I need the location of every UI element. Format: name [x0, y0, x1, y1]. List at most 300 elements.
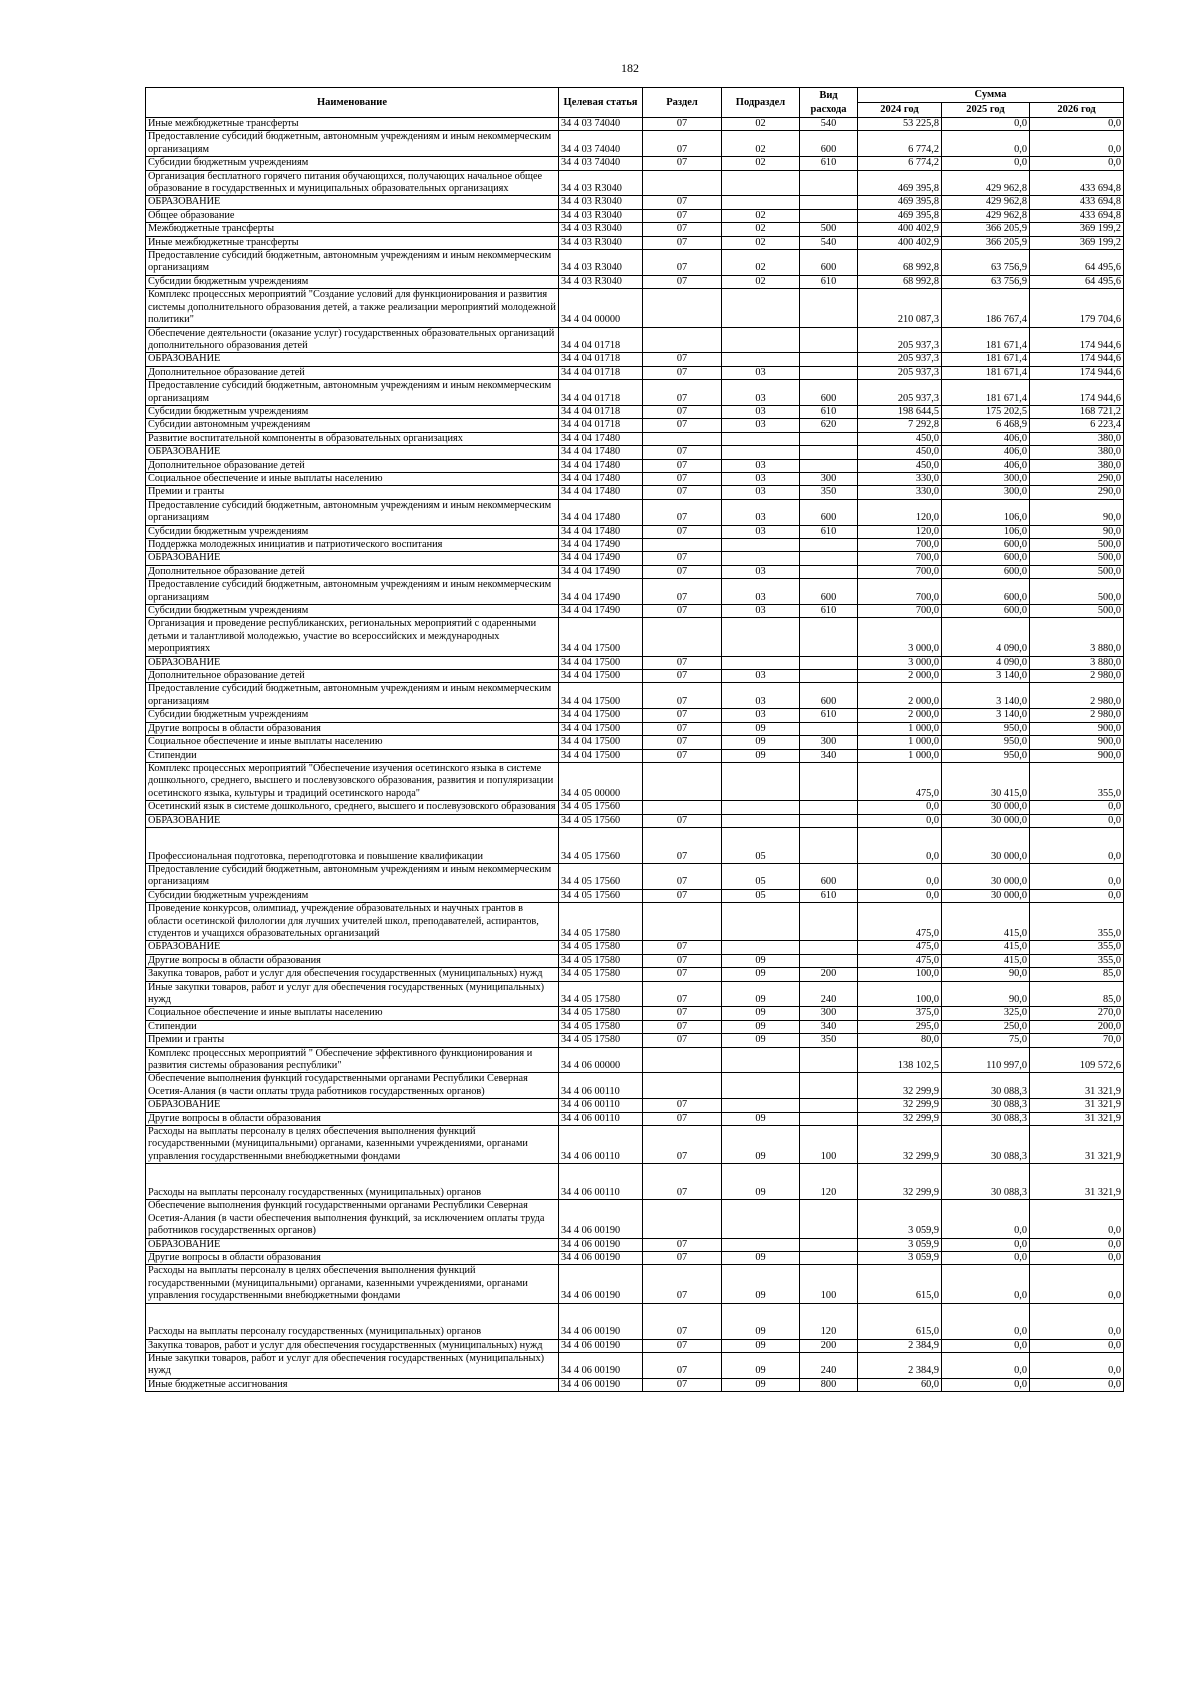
row-name: Общее образование — [146, 209, 559, 222]
row-sum-2024: 469 395,8 — [858, 170, 942, 196]
row-name: Комплекс процессных мероприятий " Обеспечение эффективного функционирования и развития системы образования республики" — [146, 1047, 559, 1073]
row-sum-2024: 6 774,2 — [858, 157, 942, 170]
row-expense-type — [800, 353, 858, 366]
table-row — [146, 656, 1124, 669]
row-sum-2026: 380,0 — [1030, 432, 1124, 445]
row-sum-2025: 600,0 — [942, 579, 1030, 605]
row-sum-2026: 6 223,4 — [1030, 419, 1124, 432]
row-expense-type: 240 — [800, 1352, 858, 1378]
row-target-article: 34 4 03 R3040 — [559, 236, 643, 249]
row-section: 07 — [643, 736, 722, 749]
row-sum-2024: 0,0 — [858, 801, 942, 814]
row-sum-2026: 369 199,2 — [1030, 236, 1124, 249]
row-section: 07 — [643, 223, 722, 236]
row-sum-2025: 406,0 — [942, 446, 1030, 459]
row-subsection: 03 — [722, 380, 800, 406]
row-subsection: 03 — [722, 565, 800, 578]
row-sum-2025: 63 756,9 — [942, 250, 1030, 276]
row-sum-2025: 181 671,4 — [942, 327, 1030, 353]
row-sum-2025: 600,0 — [942, 565, 1030, 578]
row-sum-2025: 600,0 — [942, 552, 1030, 565]
row-target-article: 34 4 03 R3040 — [559, 196, 643, 209]
row-expense-type: 610 — [800, 605, 858, 618]
row-name: Расходы на выплаты персоналу в целях обеспечения выполнения функций государственными (муниципальными) органами, казенными учреждениями, органами управления государственными внебюджетными фондами — [146, 1126, 559, 1164]
row-sum-2026: 369 199,2 — [1030, 223, 1124, 236]
row-subsection: 09 — [722, 1339, 800, 1352]
row-sum-2025: 110 997,0 — [942, 1047, 1030, 1073]
row-sum-2025: 429 962,8 — [942, 209, 1030, 222]
row-section: 07 — [643, 1034, 722, 1047]
row-name: Предоставление субсидий бюджетным, автономным учреждениям и иным некоммерческим организациям — [146, 863, 559, 889]
table-row — [146, 1238, 1124, 1251]
row-sum-2024: 2 000,0 — [858, 670, 942, 683]
table-body — [146, 118, 1124, 1392]
row-sum-2024: 700,0 — [858, 552, 942, 565]
table-row — [146, 863, 1124, 889]
row-target-article: 34 4 05 17580 — [559, 954, 643, 967]
row-name: Другие вопросы в области образования — [146, 1112, 559, 1125]
row-sum-2025: 600,0 — [942, 539, 1030, 552]
row-subsection: 09 — [722, 749, 800, 762]
row-name: Другие вопросы в области образования — [146, 1251, 559, 1264]
row-name: Субсидии бюджетным учреждениям — [146, 709, 559, 722]
row-subsection: 03 — [722, 459, 800, 472]
row-target-article: 34 4 03 74040 — [559, 157, 643, 170]
row-sum-2026: 0,0 — [1030, 1265, 1124, 1303]
row-sum-2024: 700,0 — [858, 539, 942, 552]
row-target-article: 34 4 03 74040 — [559, 118, 643, 131]
row-section: 07 — [643, 670, 722, 683]
row-name: ОБРАЗОВАНИЕ — [146, 552, 559, 565]
row-target-article: 34 4 04 17500 — [559, 670, 643, 683]
row-sum-2026: 433 694,8 — [1030, 196, 1124, 209]
row-section: 07 — [643, 499, 722, 525]
row-target-article: 34 4 04 17480 — [559, 446, 643, 459]
budget-table — [145, 87, 1124, 1392]
row-sum-2025: 366 205,9 — [942, 236, 1030, 249]
row-sum-2025: 0,0 — [942, 131, 1030, 157]
row-subsection: 02 — [722, 209, 800, 222]
row-sum-2026: 380,0 — [1030, 446, 1124, 459]
row-section: 07 — [643, 131, 722, 157]
row-expense-type — [800, 565, 858, 578]
row-section: 07 — [643, 579, 722, 605]
table-row — [146, 565, 1124, 578]
row-sum-2025: 325,0 — [942, 1007, 1030, 1020]
row-name: Проведение конкурсов, олимпиад, учреждение образовательных и научных грантов в области осетинской филологии для лучших учителей школ, преподавателей, аспирантов, студентов и учащихся образовательных организаций — [146, 903, 559, 941]
row-expense-type — [800, 432, 858, 445]
row-section: 07 — [643, 827, 722, 863]
row-section: 07 — [643, 525, 722, 538]
row-name: Дополнительное образование детей — [146, 459, 559, 472]
table-row — [146, 157, 1124, 170]
row-section: 07 — [643, 1378, 722, 1391]
row-expense-type — [800, 762, 858, 800]
row-expense-type: 610 — [800, 157, 858, 170]
row-section: 07 — [643, 722, 722, 735]
row-sum-2024: 475,0 — [858, 941, 942, 954]
row-target-article: 34 4 06 00190 — [559, 1339, 643, 1352]
row-name: Субсидии бюджетным учреждениям — [146, 605, 559, 618]
table-row — [146, 1099, 1124, 1112]
row-expense-type: 200 — [800, 968, 858, 981]
row-section: 07 — [643, 353, 722, 366]
row-sum-2026: 500,0 — [1030, 552, 1124, 565]
row-target-article: 34 4 04 17500 — [559, 736, 643, 749]
row-target-article: 34 4 04 01718 — [559, 366, 643, 379]
row-expense-type — [800, 670, 858, 683]
row-sum-2024: 400 402,9 — [858, 223, 942, 236]
row-name: ОБРАЗОВАНИЕ — [146, 446, 559, 459]
row-target-article: 34 4 05 17560 — [559, 889, 643, 902]
row-subsection — [722, 762, 800, 800]
table-row — [146, 749, 1124, 762]
row-sum-2025: 30 088,3 — [942, 1073, 1030, 1099]
row-sum-2025: 30 415,0 — [942, 762, 1030, 800]
row-subsection — [722, 196, 800, 209]
row-subsection: 03 — [722, 579, 800, 605]
table-row — [146, 954, 1124, 967]
row-sum-2024: 700,0 — [858, 565, 942, 578]
row-sum-2024: 3 059,9 — [858, 1200, 942, 1238]
table-row — [146, 736, 1124, 749]
table-row — [146, 446, 1124, 459]
row-section: 07 — [643, 366, 722, 379]
table-row — [146, 486, 1124, 499]
row-sum-2024: 0,0 — [858, 814, 942, 827]
row-section — [643, 618, 722, 656]
table-row — [146, 1200, 1124, 1238]
row-section — [643, 762, 722, 800]
row-sum-2026: 0,0 — [1030, 889, 1124, 902]
row-subsection: 05 — [722, 827, 800, 863]
table-row — [146, 380, 1124, 406]
row-section: 07 — [643, 1265, 722, 1303]
row-target-article: 34 4 03 R3040 — [559, 223, 643, 236]
row-sum-2025: 63 756,9 — [942, 275, 1030, 288]
row-section — [643, 1200, 722, 1238]
table-row — [146, 499, 1124, 525]
row-sum-2025: 90,0 — [942, 968, 1030, 981]
row-expense-type: 600 — [800, 380, 858, 406]
table-row — [146, 552, 1124, 565]
row-sum-2026: 0,0 — [1030, 118, 1124, 131]
row-subsection: 03 — [722, 709, 800, 722]
row-sum-2025: 30 000,0 — [942, 801, 1030, 814]
row-sum-2025: 175 202,5 — [942, 405, 1030, 418]
row-expense-type: 600 — [800, 131, 858, 157]
row-subsection: 02 — [722, 157, 800, 170]
row-sum-2025: 181 671,4 — [942, 353, 1030, 366]
row-sum-2025: 0,0 — [942, 1339, 1030, 1352]
row-sum-2026: 70,0 — [1030, 1034, 1124, 1047]
row-sum-2025: 181 671,4 — [942, 380, 1030, 406]
row-subsection: 09 — [722, 1352, 800, 1378]
row-sum-2026: 168 721,2 — [1030, 405, 1124, 418]
row-name: Поддержка молодежных инициатив и патриотического воспитания — [146, 539, 559, 552]
row-expense-type: 540 — [800, 118, 858, 131]
row-target-article: 34 4 04 00000 — [559, 289, 643, 327]
row-sum-2024: 450,0 — [858, 446, 942, 459]
row-section: 07 — [643, 459, 722, 472]
row-sum-2026: 174 944,6 — [1030, 353, 1124, 366]
row-name: Иные закупки товаров, работ и услуг для обеспечения государственных (муниципальных) нужд — [146, 1352, 559, 1378]
row-section: 07 — [643, 472, 722, 485]
row-sum-2025: 300,0 — [942, 472, 1030, 485]
header-expense-type: Вид расхода — [800, 88, 858, 118]
row-expense-type: 240 — [800, 981, 858, 1007]
row-target-article: 34 4 06 00110 — [559, 1126, 643, 1164]
row-name: Межбюджетные трансферты — [146, 223, 559, 236]
row-expense-type: 100 — [800, 1265, 858, 1303]
row-target-article: 34 4 03 R3040 — [559, 275, 643, 288]
row-sum-2024: 615,0 — [858, 1303, 942, 1339]
row-subsection: 03 — [722, 419, 800, 432]
table-row — [146, 223, 1124, 236]
row-target-article: 34 4 05 17580 — [559, 941, 643, 954]
row-name: Закупка товаров, работ и услуг для обеспечения государственных (муниципальных) нужд — [146, 1339, 559, 1352]
row-subsection — [722, 801, 800, 814]
row-sum-2026: 355,0 — [1030, 903, 1124, 941]
row-section: 07 — [643, 954, 722, 967]
row-sum-2024: 330,0 — [858, 486, 942, 499]
table-row — [146, 1303, 1124, 1339]
row-expense-type: 300 — [800, 472, 858, 485]
row-section: 07 — [643, 1112, 722, 1125]
row-subsection: 03 — [722, 670, 800, 683]
row-sum-2025: 30 088,3 — [942, 1112, 1030, 1125]
row-name: Комплекс процессных мероприятий "Создание условий для функционирования и развития системы дополнительного образования детей, а также реализации мероприятий молодежной политики" — [146, 289, 559, 327]
table-row — [146, 968, 1124, 981]
table-row — [146, 670, 1124, 683]
row-sum-2024: 6 774,2 — [858, 131, 942, 157]
row-sum-2024: 700,0 — [858, 605, 942, 618]
row-subsection: 03 — [722, 366, 800, 379]
table-row — [146, 618, 1124, 656]
table-row — [146, 327, 1124, 353]
row-sum-2025: 429 962,8 — [942, 170, 1030, 196]
row-sum-2026: 500,0 — [1030, 565, 1124, 578]
row-subsection: 03 — [722, 472, 800, 485]
row-expense-type: 600 — [800, 250, 858, 276]
row-expense-type — [800, 1238, 858, 1251]
row-section: 07 — [643, 1303, 722, 1339]
table-row — [146, 1112, 1124, 1125]
row-sum-2024: 330,0 — [858, 472, 942, 485]
table-row — [146, 1164, 1124, 1200]
row-expense-type: 300 — [800, 1007, 858, 1020]
row-target-article: 34 4 06 00190 — [559, 1251, 643, 1264]
row-sum-2026: 64 495,6 — [1030, 275, 1124, 288]
row-section — [643, 903, 722, 941]
row-name: Иные межбюджетные трансферты — [146, 236, 559, 249]
row-section: 07 — [643, 683, 722, 709]
header-sum: Сумма — [858, 88, 1124, 103]
row-sum-2024: 1 000,0 — [858, 722, 942, 735]
row-sum-2024: 2 000,0 — [858, 709, 942, 722]
table-row — [146, 1352, 1124, 1378]
row-subsection — [722, 814, 800, 827]
row-sum-2025: 30 000,0 — [942, 863, 1030, 889]
row-section: 07 — [643, 1339, 722, 1352]
row-sum-2024: 68 992,8 — [858, 250, 942, 276]
row-sum-2025: 3 140,0 — [942, 670, 1030, 683]
row-section: 07 — [643, 605, 722, 618]
row-sum-2025: 0,0 — [942, 1303, 1030, 1339]
row-sum-2025: 406,0 — [942, 459, 1030, 472]
row-name: Субсидии автономным учреждениям — [146, 419, 559, 432]
row-sum-2025: 0,0 — [942, 1265, 1030, 1303]
row-expense-type: 500 — [800, 223, 858, 236]
table-row — [146, 472, 1124, 485]
table-row — [146, 525, 1124, 538]
row-sum-2025: 429 962,8 — [942, 196, 1030, 209]
row-section: 07 — [643, 565, 722, 578]
row-sum-2025: 3 140,0 — [942, 683, 1030, 709]
row-expense-type — [800, 446, 858, 459]
row-section: 07 — [643, 1099, 722, 1112]
row-sum-2026: 179 704,6 — [1030, 289, 1124, 327]
row-subsection — [722, 1073, 800, 1099]
row-subsection: 03 — [722, 683, 800, 709]
row-sum-2026: 2 980,0 — [1030, 683, 1124, 709]
row-sum-2025: 75,0 — [942, 1034, 1030, 1047]
row-expense-type — [800, 196, 858, 209]
table-row — [146, 903, 1124, 941]
row-target-article: 34 4 05 17560 — [559, 863, 643, 889]
row-name: Социальное обеспечение и иные выплаты населению — [146, 736, 559, 749]
row-target-article: 34 4 04 17480 — [559, 432, 643, 445]
row-subsection — [722, 903, 800, 941]
row-section: 07 — [643, 405, 722, 418]
row-sum-2025: 415,0 — [942, 954, 1030, 967]
row-sum-2024: 475,0 — [858, 762, 942, 800]
row-sum-2025: 30 000,0 — [942, 814, 1030, 827]
row-expense-type: 350 — [800, 486, 858, 499]
row-sum-2025: 0,0 — [942, 118, 1030, 131]
row-sum-2026: 0,0 — [1030, 131, 1124, 157]
row-sum-2025: 0,0 — [942, 1378, 1030, 1391]
row-name: Дополнительное образование детей — [146, 670, 559, 683]
row-section: 07 — [643, 209, 722, 222]
table-row — [146, 459, 1124, 472]
row-sum-2024: 475,0 — [858, 903, 942, 941]
row-sum-2024: 198 644,5 — [858, 405, 942, 418]
row-sum-2024: 700,0 — [858, 579, 942, 605]
row-sum-2026: 500,0 — [1030, 579, 1124, 605]
row-target-article: 34 4 04 17480 — [559, 472, 643, 485]
row-sum-2025: 0,0 — [942, 1200, 1030, 1238]
row-sum-2025: 30 000,0 — [942, 827, 1030, 863]
row-subsection: 02 — [722, 250, 800, 276]
row-target-article: 34 4 03 74040 — [559, 131, 643, 157]
row-sum-2025: 6 468,9 — [942, 419, 1030, 432]
row-name: Предоставление субсидий бюджетным, автономным учреждениям и иным некоммерческим организациям — [146, 131, 559, 157]
header-section: Раздел — [643, 88, 722, 118]
row-sum-2025: 950,0 — [942, 722, 1030, 735]
table-row — [146, 1265, 1124, 1303]
table-row — [146, 419, 1124, 432]
row-sum-2026: 0,0 — [1030, 1339, 1124, 1352]
row-expense-type: 600 — [800, 579, 858, 605]
row-expense-type — [800, 1200, 858, 1238]
row-subsection: 02 — [722, 275, 800, 288]
row-subsection: 03 — [722, 486, 800, 499]
row-sum-2025: 600,0 — [942, 605, 1030, 618]
row-target-article: 34 4 06 00110 — [559, 1112, 643, 1125]
row-expense-type: 600 — [800, 683, 858, 709]
row-expense-type: 800 — [800, 1378, 858, 1391]
row-sum-2024: 80,0 — [858, 1034, 942, 1047]
row-expense-type: 340 — [800, 749, 858, 762]
row-sum-2025: 950,0 — [942, 749, 1030, 762]
row-sum-2026: 900,0 — [1030, 722, 1124, 735]
row-target-article: 34 4 04 17480 — [559, 459, 643, 472]
row-name: Комплекс процессных мероприятий "Обеспечение изучения осетинского языка в системе дошкольного, среднего, высшего и послевузовского образования, развития и популяризации осетинского языка, культуры и традиций осетинского народа" — [146, 762, 559, 800]
row-subsection: 02 — [722, 131, 800, 157]
row-target-article: 34 4 03 R3040 — [559, 250, 643, 276]
row-sum-2026: 85,0 — [1030, 981, 1124, 1007]
row-section: 07 — [643, 656, 722, 669]
row-sum-2025: 366 205,9 — [942, 223, 1030, 236]
row-sum-2026: 433 694,8 — [1030, 209, 1124, 222]
row-name: Дополнительное образование детей — [146, 565, 559, 578]
row-expense-type — [800, 903, 858, 941]
row-name: Организация и проведение республиканских, региональных мероприятий с одаренными детьми и талантливой молодежью, участие во всероссийских и международных мероприятиях — [146, 618, 559, 656]
row-sum-2024: 400 402,9 — [858, 236, 942, 249]
row-section: 07 — [643, 1352, 722, 1378]
row-expense-type: 350 — [800, 1034, 858, 1047]
row-section: 07 — [643, 814, 722, 827]
row-target-article: 34 4 04 17500 — [559, 656, 643, 669]
row-sum-2025: 30 000,0 — [942, 889, 1030, 902]
row-expense-type: 120 — [800, 1303, 858, 1339]
row-expense-type — [800, 814, 858, 827]
table-row — [146, 762, 1124, 800]
row-target-article: 34 4 04 17480 — [559, 486, 643, 499]
row-sum-2024: 475,0 — [858, 954, 942, 967]
row-target-article: 34 4 06 00110 — [559, 1073, 643, 1099]
row-expense-type: 200 — [800, 1339, 858, 1352]
row-name: Предоставление субсидий бюджетным, автономным учреждениям и иным некоммерческим организациям — [146, 250, 559, 276]
table-row — [146, 131, 1124, 157]
row-name: Обеспечение выполнения функций государственными органами Республики Северная Осетия-Алания (в части оплаты труда работников государственных органов) — [146, 1073, 559, 1099]
row-section: 07 — [643, 941, 722, 954]
row-sum-2025: 415,0 — [942, 903, 1030, 941]
row-sum-2026: 3 880,0 — [1030, 656, 1124, 669]
row-sum-2025: 4 090,0 — [942, 618, 1030, 656]
table-row — [146, 889, 1124, 902]
row-sum-2025: 406,0 — [942, 432, 1030, 445]
row-target-article: 34 4 04 17490 — [559, 579, 643, 605]
row-name: Субсидии бюджетным учреждениям — [146, 525, 559, 538]
row-subsection: 09 — [722, 1303, 800, 1339]
row-subsection — [722, 1099, 800, 1112]
row-target-article: 34 4 06 00110 — [559, 1164, 643, 1200]
table-row — [146, 209, 1124, 222]
row-subsection: 09 — [722, 1126, 800, 1164]
row-sum-2026: 0,0 — [1030, 863, 1124, 889]
row-sum-2026: 31 321,9 — [1030, 1126, 1124, 1164]
table-row — [146, 170, 1124, 196]
table-row — [146, 605, 1124, 618]
row-sum-2026: 500,0 — [1030, 605, 1124, 618]
row-expense-type: 610 — [800, 525, 858, 538]
row-sum-2024: 2 384,9 — [858, 1352, 942, 1378]
row-expense-type — [800, 941, 858, 954]
row-target-article: 34 4 04 17500 — [559, 618, 643, 656]
row-subsection — [722, 353, 800, 366]
